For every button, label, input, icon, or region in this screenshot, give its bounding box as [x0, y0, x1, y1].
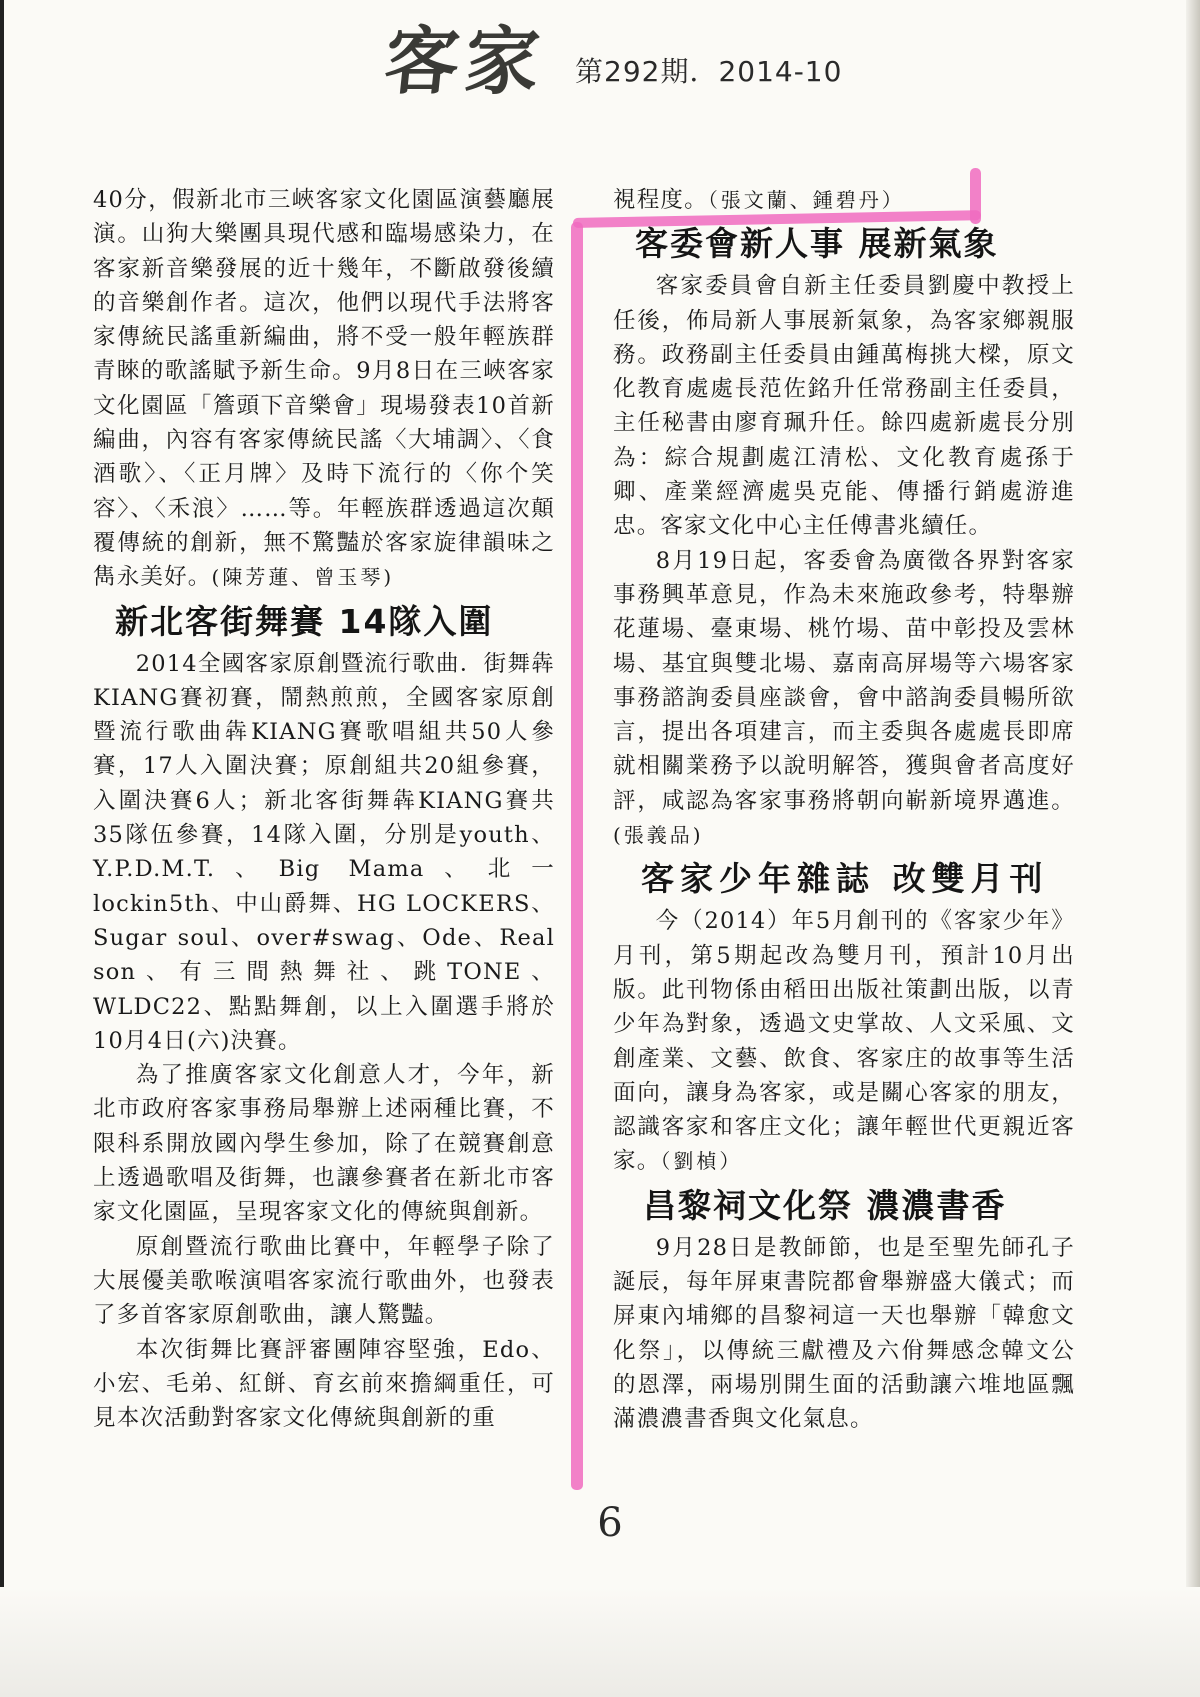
- article-heading: 客家少年雜誌 改雙月刊: [641, 859, 1049, 899]
- article-heading: 昌黎祠文化祭 濃濃書香: [643, 1185, 1007, 1225]
- page-number: 6: [597, 1500, 623, 1546]
- issue-number: 第292期．2014-10: [575, 55, 843, 88]
- article-heading: 新北客街舞賽 14隊入圍: [115, 601, 494, 641]
- byline: （劉楨）: [660, 1149, 743, 1174]
- paragraph-text: 視程度。: [613, 187, 708, 213]
- article-paragraph: 為了推廣客家文化創意人才，今年，新北市政府客家事務局舉辦上述兩種比賽，不限科系開放國內學生參加，除了在競賽創意上透過歌唱及街舞，也讓參賽者在新北市客家文化園區，呈現客家文化的傳統與創新。: [93, 1062, 555, 1226]
- masthead: [380, 19, 843, 105]
- article-paragraph: 原創暨流行歌曲比賽中，年輕學子除了大展優美歌喉演唱客家流行歌曲外，也發表了多首客家原創歌曲，讓人驚豔。: [93, 1233, 555, 1329]
- paragraph-text: 8月19日起，客委會為廣徵各界對客家事務興革意見，作為未來施政參考，特舉辦花蓮場、臺東場、桃竹場、苗中彰投及雲林場、基宜與雙北場、嘉南高屏場等六場客家事務諮詢委員座談會，會中諮詢委員暢所欲言，提出各項建言，而主委與各處處長即席就相關業務予以說明解答，獲與會者高度好評，咸認為客家事務將朝向嶄新境界邁進。: [613, 547, 1075, 814]
- article-paragraph: [613, 544, 1075, 853]
- article-paragraph: [613, 904, 1075, 1178]
- article-paragraph: 客家委員會自新主任委員劉慶中教授上任後，佈局新人事展新氣象，為客家鄉親服務。政務副主任委員由鍾萬梅挑大樑，原文化教育處處長范佐銘升任常務副主任委員，主任秘書由廖育珮升任。餘四處新處長分別為：綜合規劃處江清松、文化教育處孫于卿、產業經濟處吳克能、傳播行銷處游進忠。客家文化中心主任傅書兆續任。: [613, 273, 1075, 540]
- highlighter-mark-vertical: [571, 222, 583, 1490]
- page-right-shadow: [1186, 0, 1200, 1697]
- paragraph-text: 40分，假新北市三峽客家文化園區演藝廳展演。山狗大樂團具現代感和臨場感染力，在客家新音樂發展的近十幾年，不斷啟發後續的音樂創作者。這次，他們以現代手法將客家傳統民謠重新編曲，將不受一般年輕族群青睞的歌謠賦予新生命。9月8日在三峽客家文化園區「簷頭下音樂會」現場發表10首新編曲，內容有客家傳統民謠〈大埔調〉、〈食酒歌〉、〈正月牌〉及時下流行的〈你个笑容〉、〈禾浪〉……等。年輕族群透過這次顛覆傳統的創新，無不驚豔於客家旋律韻味之雋永美好。: [93, 187, 555, 591]
- byline: (張義品): [613, 823, 704, 848]
- page-left-edge: [0, 0, 4, 1600]
- byline: （張文蘭、鍾碧丹）: [707, 188, 905, 212]
- magazine-logo: 客家: [380, 19, 550, 105]
- paragraph-text: 今（2014）年5月創刊的《客家少年》月刊，第5期起改為雙月刊，預計10月出版。此刊物係由稻田出版社策劃出版，以青少年為對象，透過文史掌故、人文采風、文創產業、文藝、飲食、客家庄的故事等生活面向，讓身為客家，或是關心客家的朋友，認識客家和客庄文化；讓年輕世代更親近客家。: [613, 908, 1075, 1175]
- article-heading: 客委會新人事 展新氣象: [635, 224, 999, 264]
- article-paragraph: 本次街舞比賽評審團陣容堅強，Edo、小宏、毛弟、紅餅、育玄前來擔綱重任，可見本次活動對客家文化傳統與創新的重: [93, 1336, 555, 1432]
- article-paragraph: 9月28日是教師節，也是至聖先師孔子誕辰，每年屏東書院都會舉辦盛大儀式；而屏東內埔鄉的昌黎祠這一天也舉辦「韓愈文化祭」，以傳統三獻禮及六佾舞感念韓文公的恩澤，兩場別開生面的活動讓六堆地區飄滿濃濃書香與文化氣息。: [613, 1234, 1075, 1433]
- article-paragraph: 2014全國客家原創暨流行歌曲．街舞犇KIANG賽初賽，鬧熱煎煎，全國客家原創暨流行歌曲犇KIANG賽歌唱組共50人參賽，17人入圍決賽；原創組共20組參賽，入圍決賽6人；新北客街舞犇KIANG賽共35隊伍參賽，14隊入圍，分別是youth、Y.P.D.M.T.、Big Mama、北一lockin5th、中山爵舞、HG LOCKERS、Sugar soul、over#swag、Ode、Real son、有三間熱舞社、跳TONE、WLDC22、點點舞創，以上入圍選手將於10月4日(六)決賽。: [93, 650, 555, 1054]
- right-column: [613, 183, 1075, 1437]
- article-paragraph: [93, 183, 555, 595]
- page-bottom-shadow: [0, 1587, 1200, 1697]
- left-column: [93, 183, 555, 1435]
- byline: (陳芳蓮、曾玉琴): [211, 565, 395, 590]
